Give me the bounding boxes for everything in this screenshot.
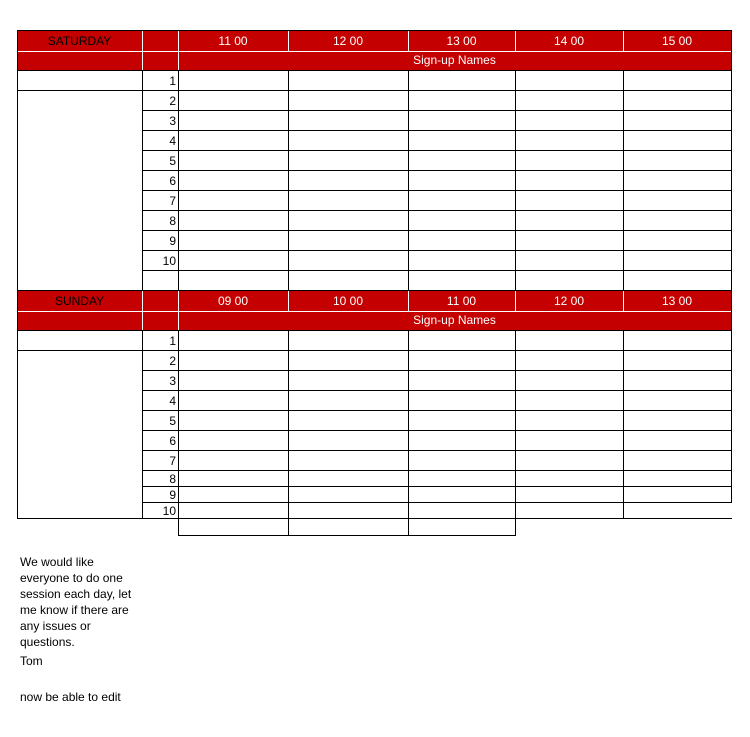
grid-line-h (17, 90, 732, 91)
saturday-row-number: 8 (169, 214, 176, 228)
saturday-row-number: 2 (169, 94, 176, 108)
saturday-signup-slot[interactable] (623, 170, 731, 190)
saturday-signup-slot[interactable] (288, 110, 408, 130)
saturday-signup-slot[interactable] (178, 170, 288, 190)
header-divider (178, 291, 179, 311)
saturday-signup-slot[interactable] (623, 230, 731, 250)
header-divider (288, 291, 289, 311)
grid-line-v (623, 330, 624, 519)
sunday-signup-slot[interactable] (178, 470, 288, 486)
sunday-row-number: 9 (169, 488, 176, 502)
sunday-signup-slot[interactable] (515, 390, 623, 410)
saturday-signup-slot[interactable] (178, 150, 288, 170)
sunday-signup-slot[interactable] (623, 502, 731, 518)
sunday-signup-slot[interactable] (178, 330, 288, 350)
saturday-signup-slot[interactable] (623, 150, 731, 170)
grid-line-v (288, 70, 289, 291)
sunday-row-number: 10 (162, 504, 176, 518)
sunday-signup-slot[interactable] (623, 330, 731, 350)
sunday-signup-slot[interactable] (623, 370, 731, 390)
grid-line-h (142, 390, 732, 391)
sunday-signup-slot[interactable] (623, 390, 731, 410)
sunday-signup-slot[interactable] (178, 350, 288, 370)
grid-line-v (731, 30, 732, 291)
header-divider (17, 311, 732, 312)
grid-line-h (17, 518, 179, 519)
sunday-row-number: 6 (169, 434, 176, 448)
saturday-row-number: 1 (169, 74, 176, 88)
sunday-signup-slot[interactable] (515, 410, 623, 430)
grid-line-h (142, 430, 732, 431)
sunday-signup-slot[interactable] (515, 450, 623, 470)
grid-line-h (142, 450, 732, 451)
saturday-row-number: 5 (169, 154, 176, 168)
grid-line-h (142, 110, 732, 111)
sunday-signup-slot[interactable] (288, 350, 408, 370)
header-divider (178, 31, 179, 51)
saturday-row-number: 7 (169, 194, 176, 208)
sunday-signup-slot[interactable] (623, 470, 731, 486)
saturday-signup-slot[interactable] (623, 70, 731, 90)
sunday-signup-slot[interactable] (178, 370, 288, 390)
sunday-signup-slot[interactable] (515, 502, 623, 518)
sunday-signup-slot[interactable] (408, 486, 515, 502)
saturday-day-label: SATURDAY (47, 34, 112, 48)
grid-line-h (142, 210, 732, 211)
note-line: We would like (20, 555, 94, 569)
grid-line-h (17, 330, 732, 331)
sunday-signup-slot[interactable] (288, 430, 408, 450)
sunday-signup-slot[interactable] (288, 370, 408, 390)
saturday-signup-slot[interactable] (515, 210, 623, 230)
saturday-time-slot: 12 00 (332, 34, 364, 48)
sunday-signup-slot[interactable] (288, 410, 408, 430)
sunday-signup-slot[interactable] (288, 486, 408, 502)
grid-line-h (142, 518, 732, 519)
grid-line-h (142, 470, 732, 471)
sunday-signup-slot[interactable] (408, 470, 515, 486)
saturday-signup-slot[interactable] (408, 150, 515, 170)
saturday-signup-slot[interactable] (178, 70, 288, 90)
saturday-signup-slot[interactable] (288, 90, 408, 110)
sunday-signup-slot[interactable] (623, 430, 731, 450)
saturday-signup-slot[interactable] (408, 250, 515, 270)
saturday-row-number: 9 (169, 234, 176, 248)
grid-line-v (288, 330, 289, 536)
note-line: me know if there are (20, 603, 129, 617)
saturday-signup-slot[interactable] (408, 210, 515, 230)
grid-line-v (408, 70, 409, 291)
saturday-signup-slot[interactable] (288, 70, 408, 90)
grid-line-v (515, 330, 516, 536)
header-divider (515, 291, 516, 311)
saturday-row-number: 10 (162, 254, 176, 268)
saturday-signup-slot[interactable] (515, 150, 623, 170)
saturday-signup-slot[interactable] (515, 70, 623, 90)
grid-line-v (731, 290, 732, 503)
sunday-time-slot: 09 00 (217, 294, 249, 308)
grid-line-v (17, 290, 18, 519)
saturday-signup-slot[interactable] (408, 90, 515, 110)
note-line: everyone to do one (20, 571, 123, 585)
grid-line-h (17, 70, 732, 71)
saturday-signup-slot[interactable] (408, 110, 515, 130)
header-divider (408, 31, 409, 51)
sunday-signup-slot[interactable] (178, 486, 288, 502)
sunday-signup-slot[interactable] (408, 390, 515, 410)
sunday-time-slot: 10 00 (332, 294, 364, 308)
sunday-signup-slot[interactable] (515, 470, 623, 486)
saturday-signup-slot[interactable] (408, 190, 515, 210)
edit-note: now be able to edit (20, 690, 121, 704)
saturday-signup-slot[interactable] (623, 110, 731, 130)
header-divider (623, 291, 624, 311)
sunday-signup-slot[interactable] (408, 450, 515, 470)
table-border (17, 30, 732, 31)
sunday-row-number: 3 (169, 374, 176, 388)
sunday-signup-slot[interactable] (623, 410, 731, 430)
header-divider (178, 311, 179, 331)
sunday-time-slot: 11 00 (446, 294, 477, 308)
saturday-signup-slot[interactable] (623, 210, 731, 230)
sunday-signup-slot[interactable] (288, 502, 408, 518)
saturday-time-slot: 11 00 (218, 34, 248, 48)
grid-line-h (142, 410, 732, 411)
header-divider (142, 291, 143, 311)
grid-line-h (142, 370, 732, 371)
note-line: questions. (20, 635, 75, 649)
saturday-signup-slot[interactable] (623, 250, 731, 270)
sunday-signup-slot[interactable] (515, 370, 623, 390)
sunday-signup-slot[interactable] (178, 450, 288, 470)
sunday-signup-label: Sign-up Names (413, 313, 496, 327)
sunday-row-number: 5 (169, 414, 176, 428)
sunday-signup-slot[interactable] (515, 350, 623, 370)
header-divider (142, 31, 143, 51)
sunday-time-slot: 13 00 (661, 294, 693, 308)
saturday-time-slot: 13 00 (446, 34, 477, 48)
saturday-signup-slot[interactable] (178, 110, 288, 130)
saturday-signup-slot[interactable] (515, 110, 623, 130)
header-divider (515, 31, 516, 51)
saturday-signup-slot[interactable] (288, 250, 408, 270)
saturday-signup-slot[interactable] (288, 230, 408, 250)
sunday-signup-slot[interactable] (408, 330, 515, 350)
saturday-signup-slot[interactable] (178, 90, 288, 110)
grid-line-h (142, 130, 732, 131)
saturday-signup-slot[interactable] (288, 130, 408, 150)
saturday-signup-slot[interactable] (178, 130, 288, 150)
grid-line-v (515, 70, 516, 291)
note-line: session each day, let (20, 587, 132, 601)
grid-line-v (178, 330, 179, 536)
notes-message (20, 554, 150, 650)
sunday-signup-slot[interactable] (288, 450, 408, 470)
sunday-signup-slot[interactable] (515, 330, 623, 350)
saturday-signup-slot[interactable] (515, 250, 623, 270)
saturday-signup-slot[interactable] (178, 190, 288, 210)
header-divider (288, 31, 289, 51)
saturday-signup-slot[interactable] (178, 210, 288, 230)
grid-line-h (515, 518, 624, 519)
saturday-signup-slot[interactable] (515, 230, 623, 250)
saturday-signup-slot[interactable] (515, 190, 623, 210)
header-divider (142, 51, 143, 71)
grid-line-v (623, 70, 624, 291)
saturday-signup-label: Sign-up Names (413, 53, 496, 67)
sunday-row-number: 1 (169, 334, 176, 348)
header-divider (623, 31, 624, 51)
header-divider (408, 291, 409, 311)
table-border (17, 290, 732, 291)
sunday-signup-slot[interactable] (623, 350, 731, 370)
sunday-signup-slot[interactable] (408, 502, 515, 518)
grid-line-v (142, 70, 143, 291)
grid-line-v (17, 30, 18, 291)
note-line: any issues or (20, 619, 91, 633)
saturday-signup-slot[interactable] (515, 90, 623, 110)
sunday-signup-slot[interactable] (623, 450, 731, 470)
grid-line-v (142, 330, 143, 519)
sunday-signup-slot[interactable] (178, 390, 288, 410)
sunday-signup-slot[interactable] (178, 430, 288, 450)
saturday-signup-slot[interactable] (408, 130, 515, 150)
grid-line-h (142, 270, 732, 271)
saturday-signup-slot[interactable] (288, 190, 408, 210)
grid-line-h (142, 502, 732, 503)
header-divider (142, 311, 143, 331)
saturday-signup-slot[interactable] (408, 70, 515, 90)
grid-line-h (17, 350, 732, 351)
saturday-signup-slot[interactable] (408, 230, 515, 250)
saturday-signup-slot[interactable] (178, 230, 288, 250)
header-divider (178, 51, 179, 71)
grid-line-h (142, 150, 732, 151)
grid-line-h (142, 170, 732, 171)
saturday-signup-slot[interactable] (178, 250, 288, 270)
sunday-signup-slot[interactable] (515, 430, 623, 450)
grid-line-h (142, 190, 732, 191)
grid-line-v (408, 330, 409, 536)
sunday-signup-slot[interactable] (623, 486, 731, 502)
grid-line-h (142, 486, 732, 487)
saturday-signup-slot[interactable] (288, 210, 408, 230)
grid-line-v (178, 70, 179, 291)
saturday-row-number: 6 (169, 174, 176, 188)
saturday-signup-slot[interactable] (515, 170, 623, 190)
saturday-signup-slot[interactable] (515, 130, 623, 150)
grid-line-h (142, 250, 732, 251)
signature: Tom (20, 654, 43, 668)
saturday-signup-slot[interactable] (288, 150, 408, 170)
header-divider (17, 51, 732, 52)
saturday-row-number: 4 (169, 134, 176, 148)
sunday-signup-slot[interactable] (515, 486, 623, 502)
sunday-signup-slot[interactable] (408, 410, 515, 430)
sunday-day-label: SUNDAY (54, 294, 105, 308)
saturday-signup-slot[interactable] (623, 130, 731, 150)
saturday-row-number: 3 (169, 114, 176, 128)
sunday-signup-slot[interactable] (408, 350, 515, 370)
sunday-row-number: 8 (169, 472, 176, 486)
grid-line-h (178, 535, 516, 536)
sunday-signup-slot[interactable] (408, 430, 515, 450)
sunday-signup-slot[interactable] (288, 390, 408, 410)
sunday-row-number: 7 (169, 454, 176, 468)
saturday-time-slot: 14 00 (553, 34, 585, 48)
saturday-signup-slot[interactable] (408, 170, 515, 190)
sunday-signup-slot[interactable] (178, 410, 288, 430)
sunday-row-number: 4 (169, 394, 176, 408)
grid-line-h (142, 230, 732, 231)
sunday-signup-slot[interactable] (288, 470, 408, 486)
sunday-time-slot: 12 00 (553, 294, 585, 308)
saturday-signup-slot[interactable] (623, 190, 731, 210)
sunday-signup-slot[interactable] (288, 330, 408, 350)
saturday-signup-slot[interactable] (288, 170, 408, 190)
saturday-time-slot: 15 00 (661, 34, 693, 48)
sunday-signup-slot[interactable] (408, 370, 515, 390)
sunday-row-number: 2 (169, 354, 176, 368)
saturday-signup-slot[interactable] (623, 90, 731, 110)
sunday-signup-slot[interactable] (178, 502, 288, 518)
